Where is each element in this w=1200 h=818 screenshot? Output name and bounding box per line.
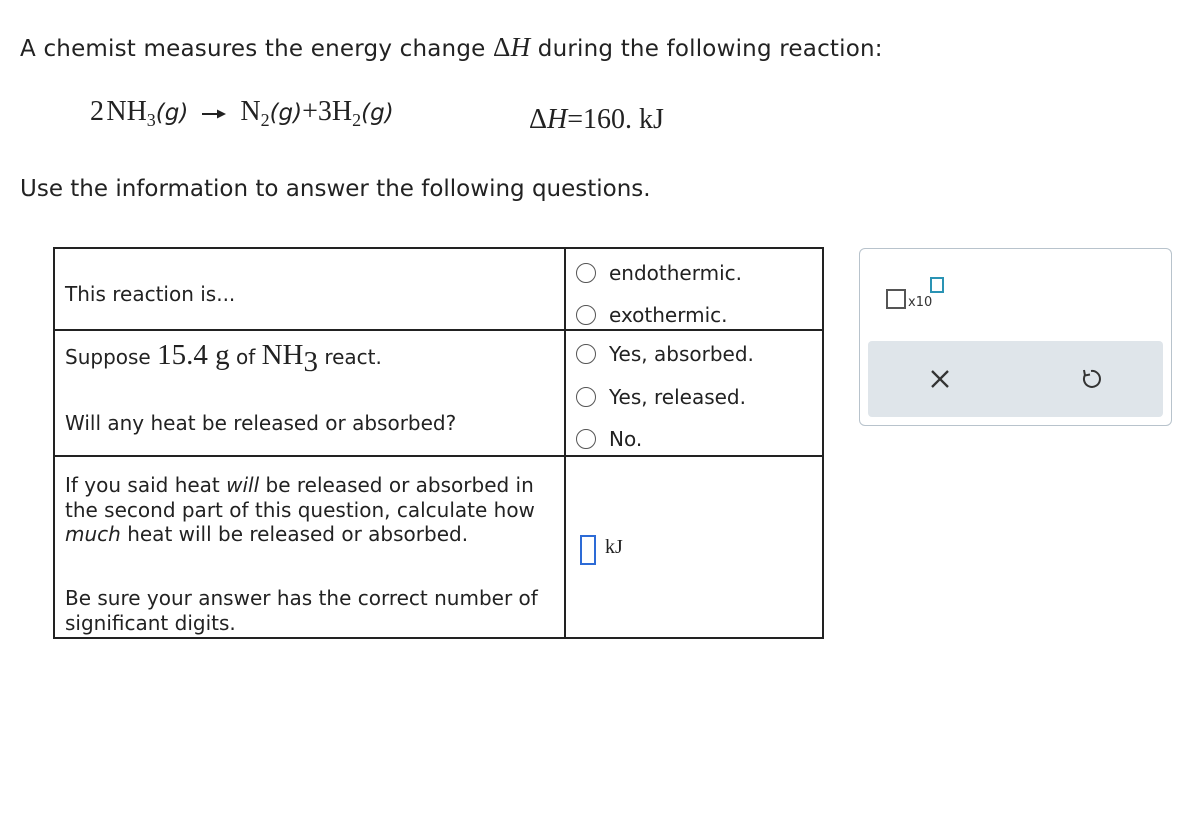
q1-prompt: This reaction is... <box>65 282 236 306</box>
option-yes-released[interactable]: Yes, released. <box>576 385 746 409</box>
question-table <box>53 247 824 639</box>
q3-answer-cell <box>565 456 823 638</box>
q1-options-cell <box>565 248 823 330</box>
delta-h-symbol: ΔH <box>493 32 531 62</box>
problem-intro <box>20 32 883 63</box>
undo-icon <box>1079 367 1103 391</box>
heat-answer-input[interactable] <box>580 535 596 565</box>
q2-question: Will any heat be released or absorbed? <box>65 411 457 435</box>
x10-scientific-notation-icon[interactable] <box>886 277 946 313</box>
clear-button[interactable] <box>914 353 966 405</box>
radio-button[interactable] <box>576 387 596 407</box>
option-no[interactable]: No. <box>576 427 642 451</box>
reaction-arrow-icon <box>201 108 227 120</box>
q3-sigfig-note: Be sure your answer has the correct number of significant digits. <box>65 586 538 635</box>
intro-text: A chemist measures the energy change <box>20 36 493 62</box>
radio-button[interactable] <box>576 429 596 449</box>
unit-label: kJ <box>605 536 623 558</box>
q2-options-cell <box>565 330 823 456</box>
radio-button[interactable] <box>576 344 596 364</box>
option-yes-absorbed[interactable]: Yes, absorbed. <box>576 342 754 366</box>
tool-buttons-bar <box>868 341 1163 417</box>
x10-label: x10 <box>908 295 933 310</box>
q3-instructions: If you said heat will be released or absorbed in the second part of this question, calculate how much heat will be released or absorbed. <box>65 473 535 546</box>
option-exothermic[interactable]: exothermic. <box>576 303 728 327</box>
q3-prompt-cell <box>54 456 565 638</box>
enthalpy-value: ΔH=160. kJ <box>529 104 664 135</box>
radio-button[interactable] <box>576 305 596 325</box>
undo-button[interactable] <box>1065 353 1117 405</box>
reaction-equation: 2 $NH_3(g)$ $N_2(g)+3H_2(g)$ <box>90 96 394 130</box>
option-endothermic[interactable]: endothermic. <box>576 261 742 285</box>
answer-tools-panel <box>859 248 1172 426</box>
q2-suppose-line: Suppose 15.4 g of $NH_3$ react. <box>65 339 382 378</box>
q2-prompt-cell <box>54 330 565 456</box>
radio-button[interactable] <box>576 263 596 283</box>
instructions: Use the information to answer the following questions. <box>20 176 651 202</box>
close-icon <box>930 369 950 389</box>
q1-prompt-cell <box>54 248 565 330</box>
intro-text-end: during the following reaction: <box>530 36 883 62</box>
